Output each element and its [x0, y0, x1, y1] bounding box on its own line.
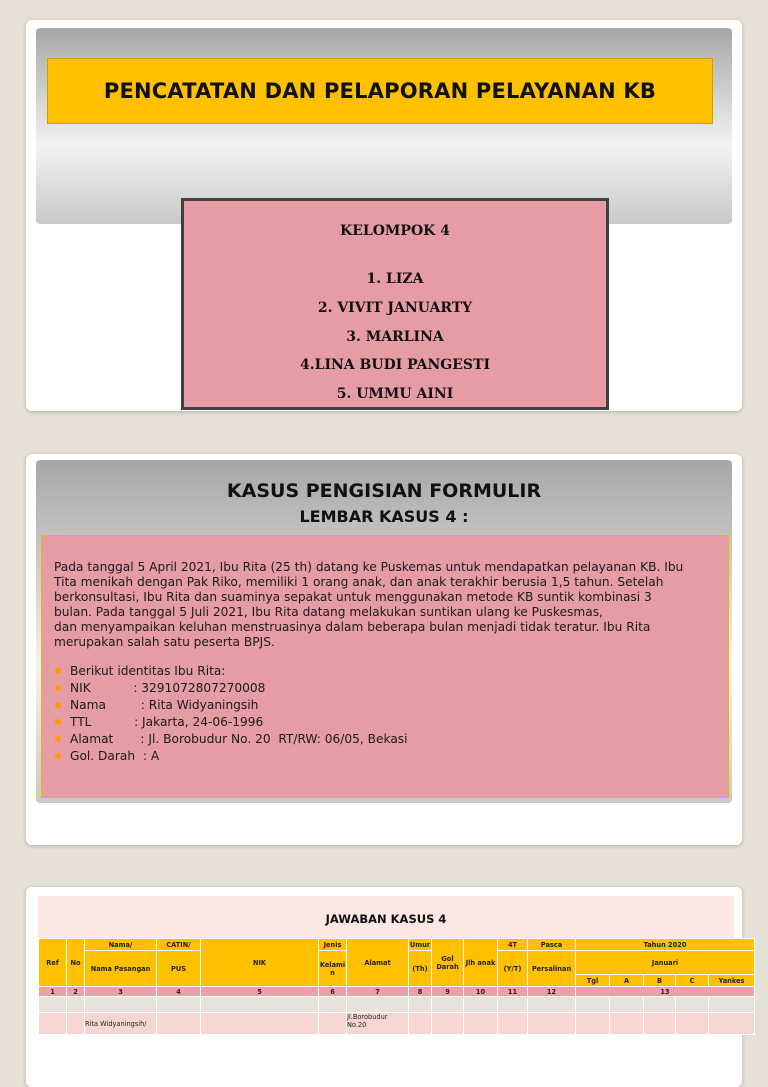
header-catin-top: CATIN/	[157, 939, 201, 951]
identity-item: Nama : Rita Widyaningsih	[54, 698, 716, 715]
identity-item: Gol. Darah : A	[54, 749, 716, 766]
header-jlh-anak: Jlh anak	[464, 939, 498, 987]
col-number: 12	[528, 987, 576, 997]
header-pasca-bottom: Persalinan	[528, 951, 576, 987]
header-no: No	[67, 939, 85, 987]
header-ref: Ref	[39, 939, 67, 987]
title-banner	[47, 58, 713, 124]
paragraph-line: Tita menikah dengan Pak Riko, memiliki 1 orang anak, dan anak terakhir berusia 1,5 tahun. Setelah	[54, 575, 664, 589]
row-name: Rita Widyaningsih/	[85, 1013, 157, 1035]
case-title: KASUS PENGISIAN FORMULIR	[226, 480, 542, 502]
member-item: 4.LINA BUDI PANGESTI	[299, 357, 491, 373]
identity-item: Berikut identitas Ibu Rita:	[54, 664, 716, 681]
header-jenis-top: Jenis	[319, 939, 347, 951]
header-nama-bottom: Nama Pasangan	[85, 951, 157, 987]
header-umur-top: Umur	[409, 940, 431, 949]
header-jenis-bottom: Kelami n	[319, 951, 347, 987]
header-catin-bottom: PUS	[157, 951, 201, 987]
col-number: 11	[498, 987, 528, 997]
identity-item: Alamat : Jl. Borobudur No. 20 RT/RW: 06/05, Bekasi	[54, 732, 716, 749]
slide-title-text: PENCATATAN DAN PELAPORAN PELAYANAN KB	[103, 79, 657, 103]
header-alamat: Alamat	[347, 939, 409, 987]
header-tahun: Tahun 2020	[576, 939, 755, 951]
col-number: 9	[432, 987, 464, 997]
row-address: Jl.Borobudur No.20	[347, 1013, 409, 1035]
header-sub-tgl: Tgl	[576, 975, 610, 987]
col-number: 3	[85, 987, 157, 997]
group-members-box	[181, 198, 609, 410]
identity-item: TTL : Jakarta, 24-06-1996	[54, 715, 716, 732]
header-4t-bottom: (Y/T)	[498, 951, 528, 987]
col-number: 4	[157, 987, 201, 997]
col-number: 8	[409, 987, 432, 997]
col-number: 2	[67, 987, 85, 997]
header-sub-b: B	[644, 975, 676, 987]
case-subtitle: LEMBAR KASUS 4 :	[299, 507, 469, 526]
header-nama-top: Nama/	[85, 939, 157, 951]
header-umur-bottom: (Th)	[409, 951, 432, 987]
answer-title: JAWABAN KASUS 4	[325, 912, 447, 926]
col-number: 1	[39, 987, 67, 997]
identity-item: NIK : 3291072807270008	[54, 681, 716, 698]
col-number: 6	[319, 987, 347, 997]
header-pasca-top: Pasca	[528, 939, 576, 951]
header-januari: Januari	[576, 951, 755, 975]
col-number: 7	[347, 987, 409, 997]
header-sub-a: A	[610, 975, 644, 987]
answer-table	[38, 938, 755, 1035]
paragraph-line: berkonsultasi, Ibu Rita dan suaminya sepakat untuk menggunakan metode KB suntik kombinasi 3	[54, 590, 652, 604]
group-title: KELOMPOK 4	[340, 223, 450, 239]
paragraph-line: bulan. Pada tanggal 5 Juli 2021, Ibu Rita datang melakukan suntikan ulang ke Puskesmas,	[54, 605, 603, 619]
col-number: 5	[201, 987, 319, 997]
header-sub-yankes: Yankes	[709, 975, 755, 987]
paragraph-line: dan menyampaikan keluhan menstruasinya dalam beberapa bulan menjadi tidak teratur. Ibu Rita	[54, 620, 651, 634]
member-item: 5. UMMU AINI	[336, 386, 454, 402]
header-sub-c: C	[676, 975, 709, 987]
case-paragraph	[54, 560, 716, 650]
answer-table-area	[38, 896, 745, 1029]
member-item: 1. LIZA	[366, 271, 424, 287]
member-item: 3. MARLINA	[346, 329, 444, 345]
header-4t-top: 4T	[498, 939, 528, 951]
header-gol-darah: Gol Darah	[432, 939, 464, 987]
member-item: 2. VIVIT JANUARTY	[317, 300, 473, 316]
paragraph-line: Pada tanggal 5 April 2021, Ibu Rita (25 th) datang ke Puskemas untuk mendapatkan pelayanan KB. Ibu	[54, 560, 684, 574]
paragraph-line: merupakan salah satu peserta BPJS.	[54, 635, 275, 649]
header-nik: NIK	[201, 939, 319, 987]
col-number: 13	[576, 987, 755, 997]
identity-list	[54, 664, 716, 766]
case-description-box	[41, 535, 729, 798]
col-number: 10	[464, 987, 498, 997]
